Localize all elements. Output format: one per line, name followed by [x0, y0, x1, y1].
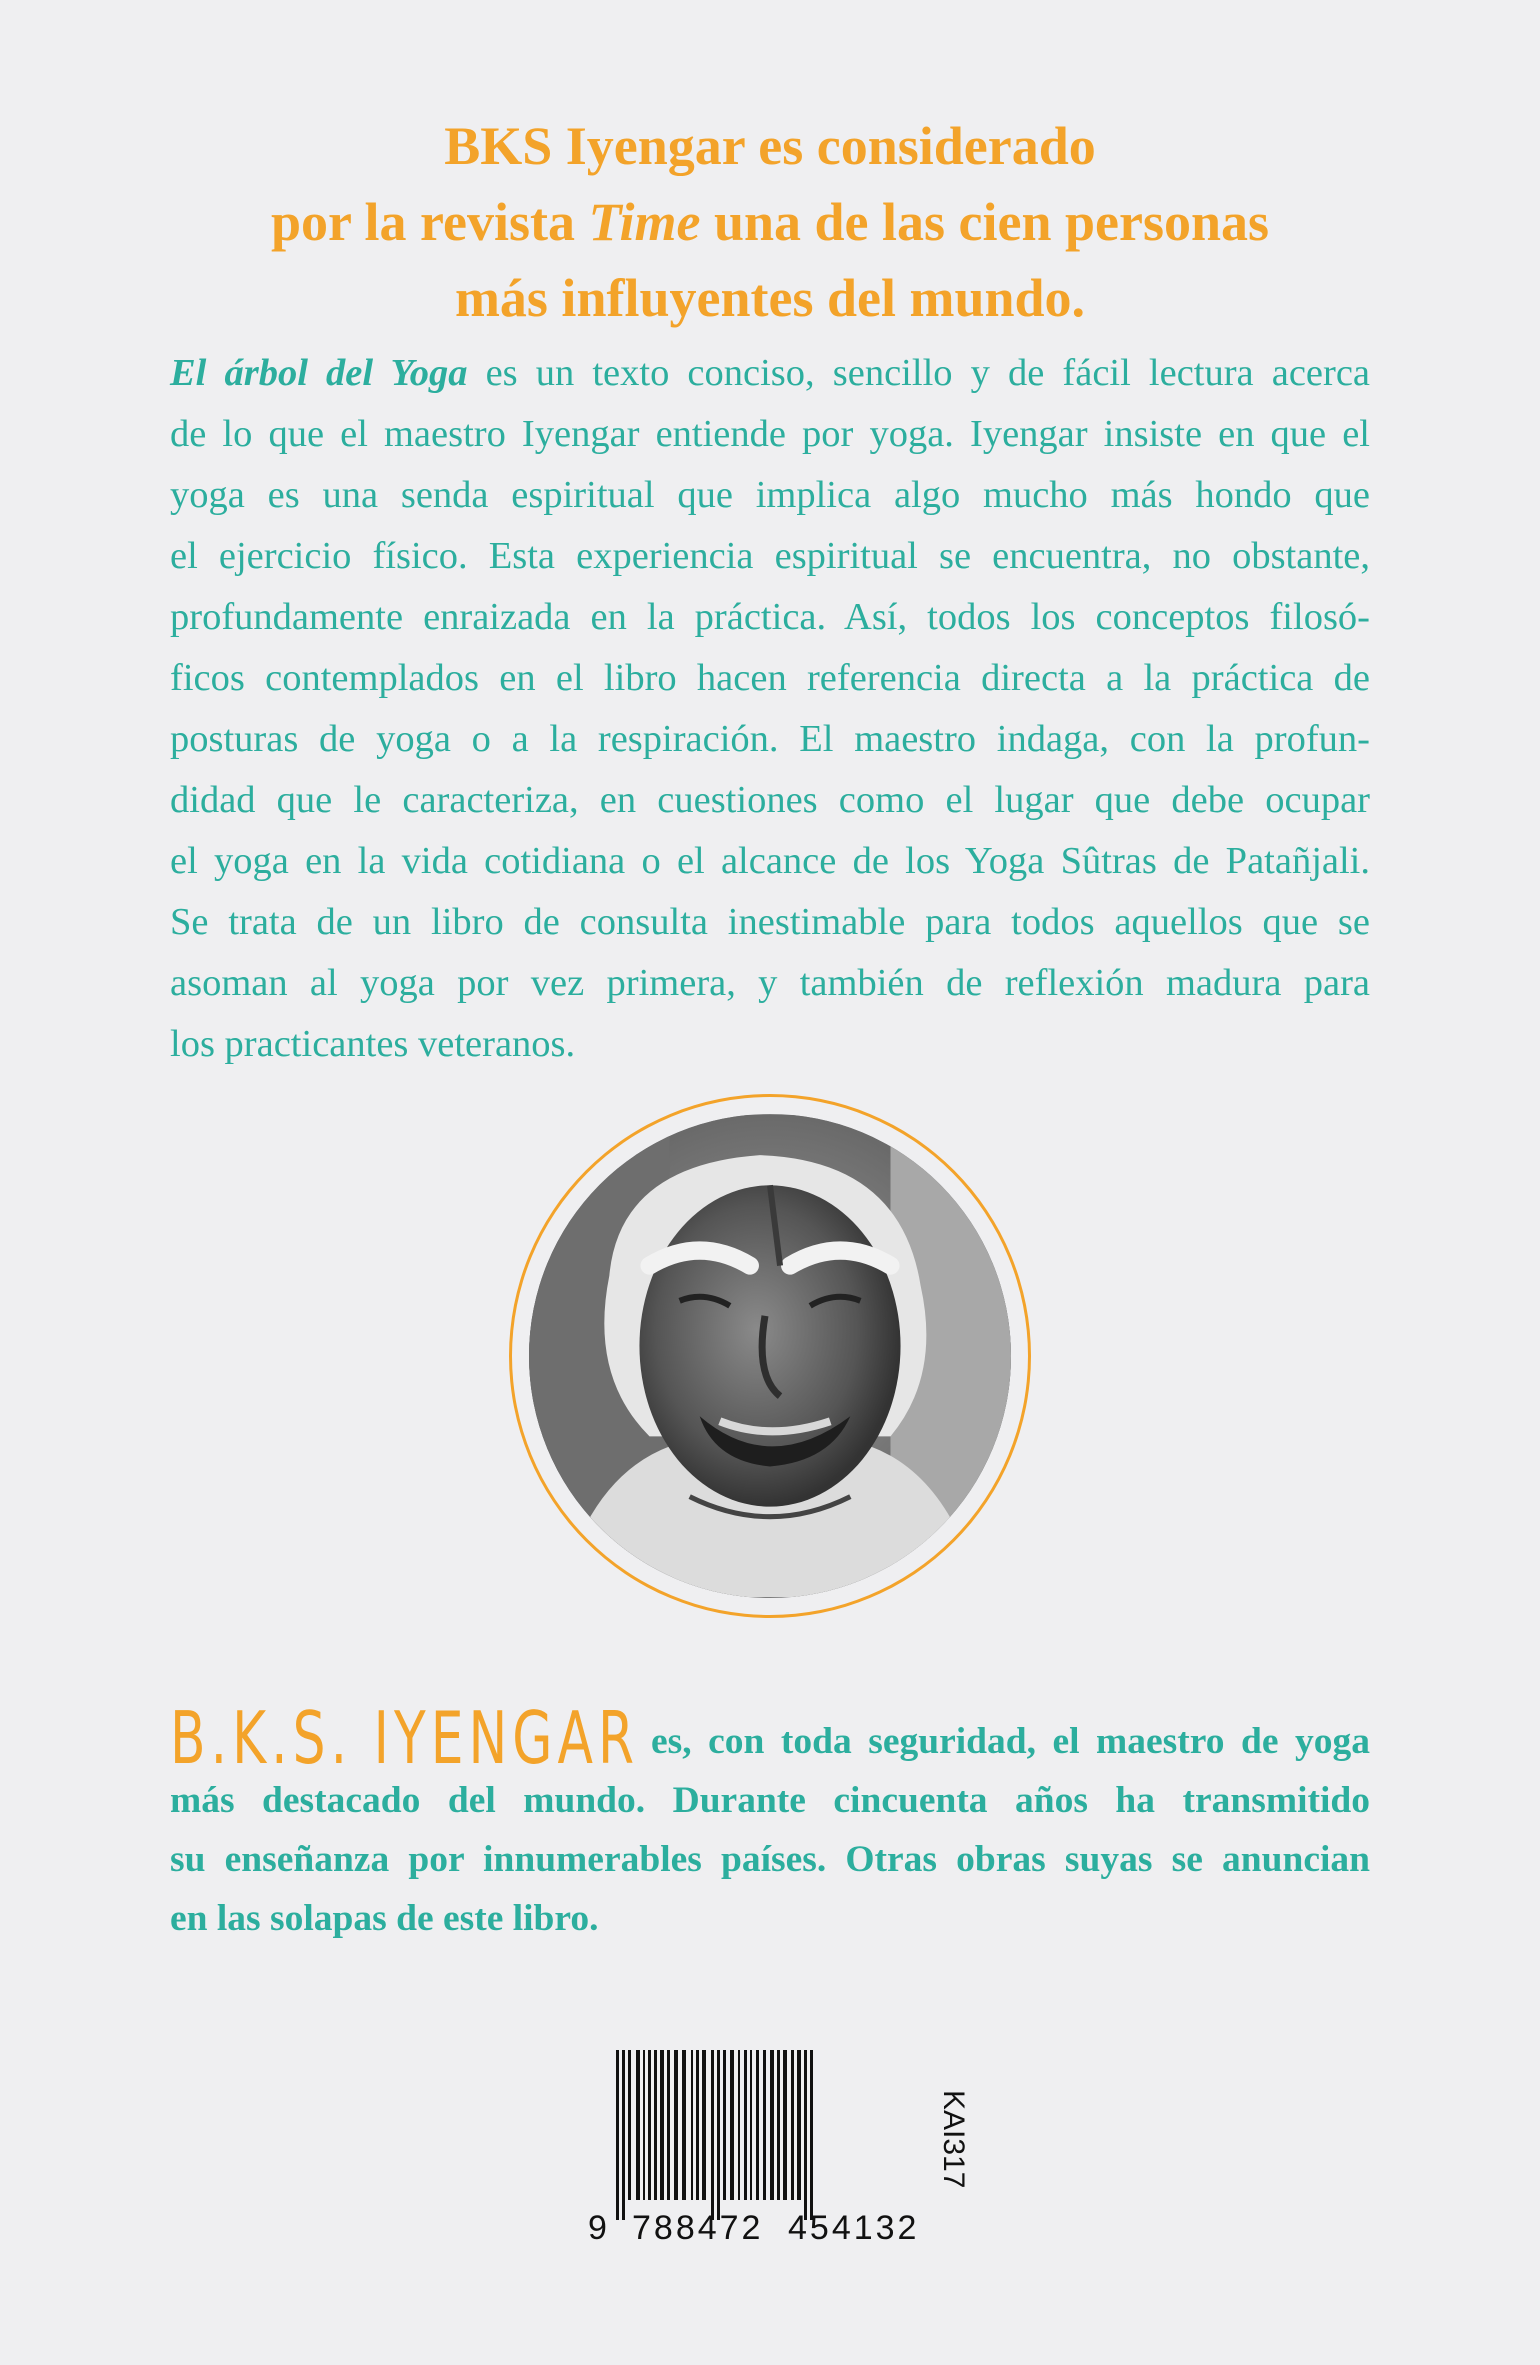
barcode-bar [783, 2050, 787, 2200]
barcode-bar [691, 2050, 693, 2200]
author-bio [170, 1712, 1370, 1948]
barcode-bar [756, 2050, 759, 2200]
barcode-bar [636, 2050, 640, 2200]
isbn-digits [588, 2209, 920, 2365]
headline-line-3: más influyentes del mundo. [454, 268, 1086, 328]
headline [0, 108, 1540, 336]
barcode-bar [744, 2050, 747, 2200]
headline-line-2-post: una de las cien personas [700, 192, 1270, 252]
isbn-barcode [612, 2050, 952, 2220]
blurb-line: didad que le caracteriza, en cuestiones como el lugar que debe ocupar [170, 779, 1370, 821]
barcode-bar [797, 2050, 801, 2200]
book-description [170, 343, 1370, 1075]
barcode-bar [763, 2050, 766, 2200]
barcode-bar [643, 2050, 645, 2200]
headline-line-2 [0, 184, 1540, 260]
blurb-line: el yoga en la vida cotidiana o el alcance de los Yoga Sûtras de Patañjali. [170, 840, 1370, 882]
blurb-line: el ejercicio físico. Esta experiencia espiritual se encuentra, no obstante, [170, 535, 1370, 577]
bio-line: en las solapas de este libro. [170, 1898, 599, 1939]
blurb-line: de lo que el maestro Iyengar entiende por yoga. Iyengar insiste en que el [170, 413, 1370, 455]
barcode-bar [804, 2050, 807, 2220]
author-name: B.K.S. IYENGAR [170, 1696, 640, 1780]
barcode-bar [738, 2050, 740, 2200]
headline-line-1: BKS Iyengar es considerado [444, 116, 1096, 176]
isbn-group-2: 454132 [788, 2209, 920, 2247]
barcode-bar [654, 2050, 657, 2200]
bio-line: su enseñanza por innumerables países. Otras obras suyas se anuncian [170, 1839, 1370, 1880]
barcode-bar [648, 2050, 651, 2200]
barcode-bar [616, 2050, 619, 2220]
blurb-line [170, 343, 1370, 404]
barcode-bar [717, 2050, 720, 2220]
barcode-bar [622, 2050, 625, 2220]
book-title: El árbol del Yoga [170, 352, 468, 394]
bio-line: más destacado del mundo. Durante cincuenta años ha transmitido [170, 1780, 1370, 1821]
barcode-bar [711, 2050, 714, 2220]
bio-line: es, con toda seguridad, el maestro de yoga [651, 1721, 1370, 1762]
blurb-line: yoga es una senda espiritual que implica algo mucho más hondo que [170, 474, 1370, 516]
barcode-bar [730, 2050, 734, 2200]
blurb-line: ficos contemplados en el libro hacen referencia directa a la práctica de [170, 657, 1370, 699]
barcode-bar [777, 2050, 780, 2200]
blurb-line-text: es un texto conciso, sencillo y de fácil lectura acerca [467, 352, 1371, 394]
barcode-bar [628, 2050, 631, 2200]
blurb-line: asoman al yoga por vez primera, y también de reflexión madura para [170, 962, 1370, 1004]
barcode-bar [791, 2050, 794, 2200]
barcode-bar [696, 2050, 699, 2200]
barcode-bar [667, 2050, 670, 2200]
blurb-line: Se trata de un libro de consulta inestimable para todos aquellos que se [170, 901, 1370, 943]
product-code: KAI317 [937, 2090, 970, 2189]
barcode-bar [750, 2050, 752, 2200]
isbn-first-digit: 9 [588, 2209, 607, 2247]
barcode-bar [702, 2050, 706, 2200]
barcode-bar [660, 2050, 664, 2200]
barcode-bar [810, 2050, 813, 2220]
isbn-group-1: 788472 [632, 2209, 764, 2247]
barcode-bar [723, 2050, 726, 2200]
author-portrait [509, 1094, 1031, 1618]
barcode-bars [612, 2050, 952, 2220]
portrait-image [529, 1114, 1011, 1598]
blurb-line: los practicantes veteranos. [170, 1023, 576, 1065]
magazine-title: Time [588, 192, 701, 252]
blurb-line: posturas de yoga o a la respiración. El maestro indaga, con la profun- [170, 718, 1370, 760]
blurb-line: profundamente enraizada en la práctica. Así, todos los conceptos filosó- [170, 596, 1370, 638]
headline-line-2-pre: por la revista [270, 192, 589, 252]
barcode-bar [770, 2050, 774, 2200]
barcode-bar [682, 2050, 686, 2200]
barcode-bar [674, 2050, 678, 2200]
author-photo [529, 1114, 1011, 1598]
